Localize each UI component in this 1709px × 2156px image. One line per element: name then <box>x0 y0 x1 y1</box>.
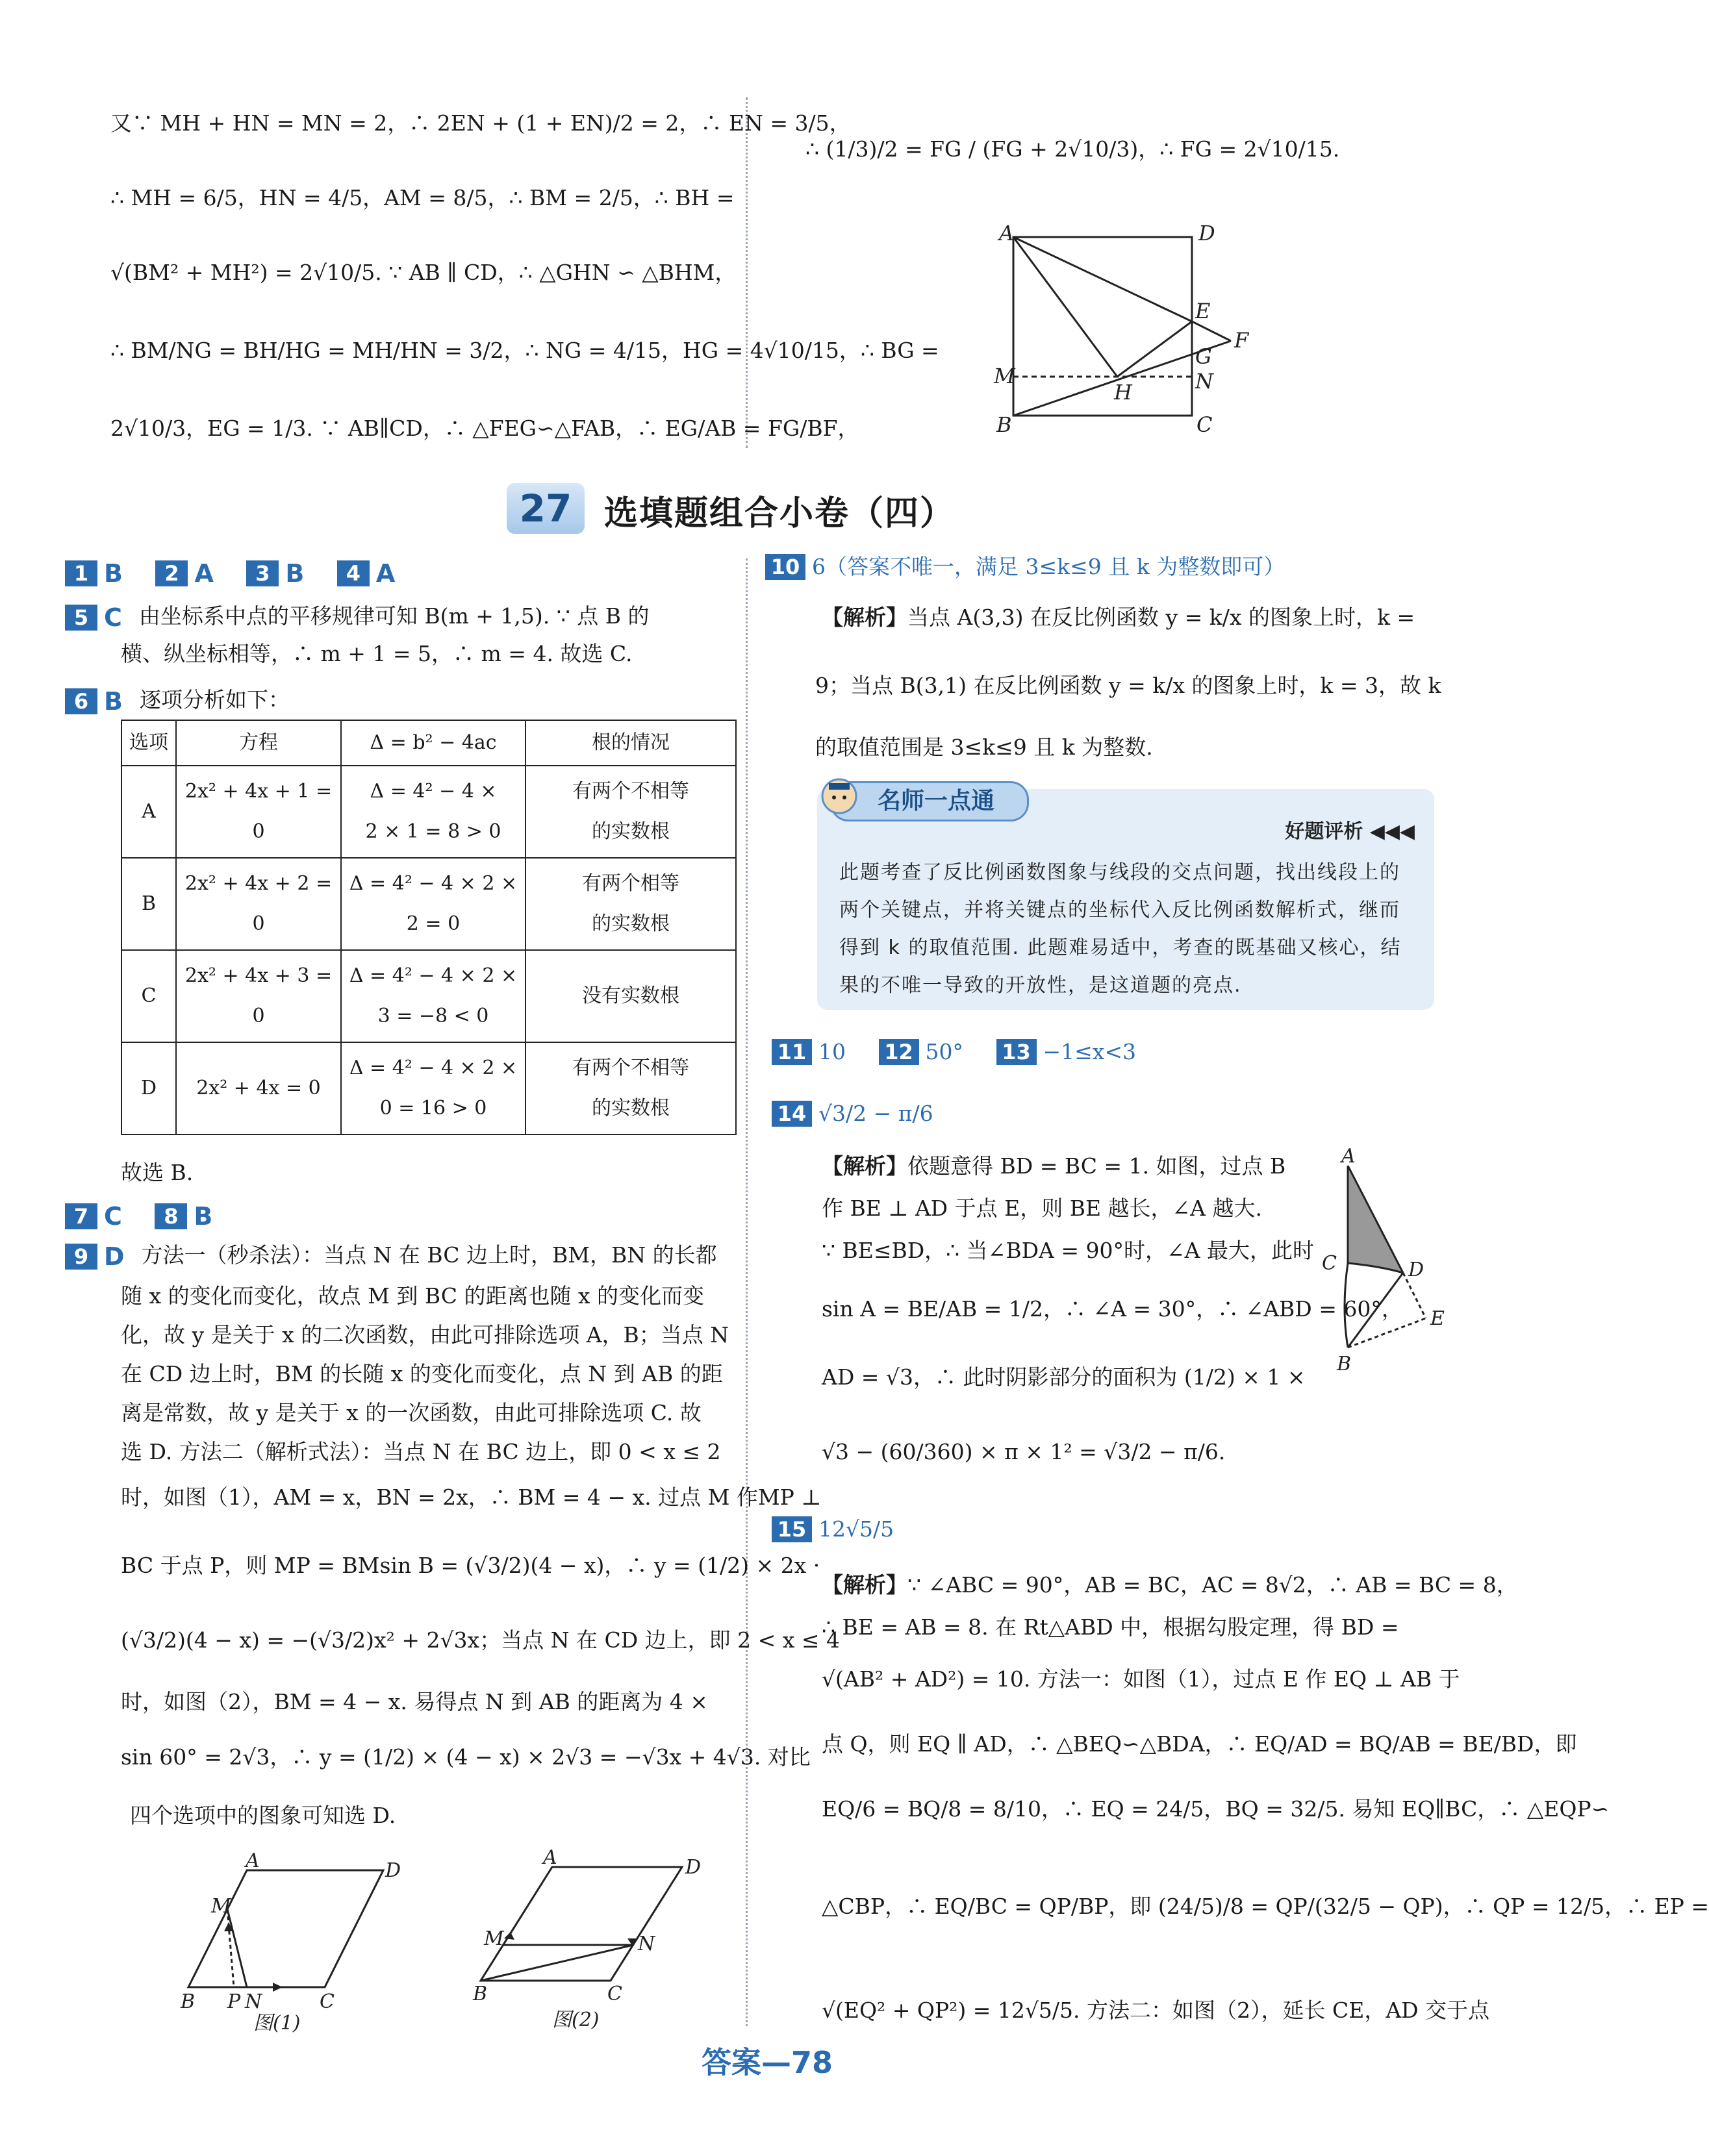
label-b: B <box>473 1983 488 2005</box>
label-a: A <box>1341 1145 1356 1168</box>
q14-text: 依题意得 BD = BC = 1. 如图，过点 B <box>907 1153 1286 1179</box>
question-number: 15 <box>772 1516 812 1542</box>
table-cell: D <box>121 1042 176 1134</box>
answer: B <box>104 687 123 716</box>
cell-line: 2 × 1 = 8 > 0 <box>365 820 501 843</box>
cell-line: 没有实数根 <box>582 984 679 1007</box>
q14-line: 作 BE ⊥ AD 于点 E，则 BE 越长，∠A 越大. <box>822 1196 1262 1221</box>
q15-line: √(EQ² + QP²) = 12√5/5. 方法二：如图（2），延长 CE，AD 交于点 <box>822 1998 1490 2023</box>
tip-box <box>817 789 1434 1010</box>
square-abcd <box>1013 237 1192 416</box>
question-number: 1 <box>65 560 97 586</box>
q9-line: 时，如图（2），BM = 4 − x. 易得点 N 到 AB 的距离为 4 × <box>121 1689 708 1714</box>
q9-line: 在 CD 边上时，BM 的长随 x 的变化而变化，点 N 到 AB 的距 <box>121 1361 723 1386</box>
arrow-head <box>273 1983 283 1992</box>
cell-line: 有两个不相等 <box>572 780 689 803</box>
cell-line: Δ = 4² − 4 × 2 × <box>349 872 518 895</box>
table-cell <box>341 1042 525 1134</box>
q15-line: △CBP，∴ EQ/BC = QP/BP，即 (24/5)/8 = QP/(32/5 − QP)，∴ QP = 12/5，∴ EP = <box>822 1894 1709 1919</box>
segment-ae <box>1013 237 1192 321</box>
answers-1-4 <box>65 557 421 588</box>
label-b: B <box>181 1990 196 2013</box>
cell-line: Δ = 4² − 4 × <box>370 780 497 803</box>
label-f: F <box>1234 328 1249 353</box>
table-cell <box>341 766 525 858</box>
label-a: A <box>543 1846 557 1869</box>
math-line: 2√10/3，EG = 1/3. ∵ AB∥CD，∴ △FEG∽△FAB，∴ EG/AB = FG/BF， <box>110 416 859 441</box>
label-e: E <box>1430 1307 1445 1330</box>
answer: B <box>285 559 305 588</box>
answers-7-8 <box>65 1200 238 1231</box>
question-number: 3 <box>246 560 279 586</box>
answer: −1≤x<3 <box>1043 1039 1137 1064</box>
tip-title: 名师一点通 <box>830 781 1029 821</box>
section-header <box>507 479 1039 538</box>
math-line: √(BM² + MH²) = 2√10/5. ∵ AB ∥ CD，∴ △GHN ∽ △BHM， <box>110 260 737 285</box>
label-h: H <box>1114 380 1132 405</box>
page-footer: 答案—78 <box>702 2045 833 2080</box>
q9-line: 选 D. 方法二（解析式法）：当点 N 在 BC 边上，即 0 < x ≤ 2 <box>121 1439 721 1464</box>
answer: B <box>194 1202 213 1231</box>
label-m: M <box>994 364 1015 388</box>
answer: C <box>104 1202 122 1231</box>
math-line: 又∵ MH + HN = MN = 2，∴ 2EN + (1 + EN)/2 = 2，∴ EN = 3/5， <box>110 110 851 136</box>
answer: 6（答案不唯一，满足 3≤k≤9 且 k 为整数即可） <box>812 554 1285 579</box>
answer: 50° <box>925 1039 963 1064</box>
analysis-label: 【解析】 <box>822 605 907 630</box>
section-number: 27 <box>507 483 585 534</box>
q5-line: 横、纵坐标相等，∴ m + 1 = 5，∴ m = 4. 故选 C. <box>121 641 633 666</box>
table-row <box>121 1042 736 1134</box>
table-cell <box>525 950 736 1042</box>
parallelogram-figure-1 <box>169 1844 429 2033</box>
table-row <box>121 950 736 1042</box>
segment-ah <box>1013 237 1117 377</box>
analysis-table <box>121 720 737 1135</box>
parallelogram-abcd-1 <box>188 1870 383 1987</box>
table-row <box>121 766 736 858</box>
answer: √3/2 − π/6 <box>818 1101 933 1126</box>
question-number: 4 <box>337 560 370 586</box>
label-c: C <box>1196 412 1213 437</box>
label-d: D <box>385 1859 401 1882</box>
table-cell: 2x² + 4x + 3 = 0 <box>176 950 341 1042</box>
table-cell <box>525 858 736 950</box>
label-p: P <box>227 1990 241 2013</box>
figure-caption: 图(2) <box>552 2009 600 2031</box>
label-e: E <box>1195 299 1211 323</box>
q14-line: ∵ BE≤BD，∴ 当∠BDA = 90°时，∠A 最大，此时 <box>822 1238 1314 1263</box>
label-d: D <box>685 1856 702 1879</box>
label-m: M <box>484 1927 504 1950</box>
question-number: 2 <box>155 560 188 586</box>
cell-line: Δ = 4² − 4 × 2 × <box>349 1057 518 1079</box>
label-a: A <box>999 221 1015 245</box>
table-cell <box>341 950 525 1042</box>
q5-line: 由坐标系中点的平移规律可知 B(m + 1,5). ∵ 点 B 的 <box>138 603 650 629</box>
q15-line: √(AB² + AD²) = 10. 方法一：如图（1），过点 E 作 EQ ⊥ AB 于 <box>822 1666 1460 1692</box>
question-number: 6 <box>65 688 97 714</box>
table-header: 选项 <box>121 720 176 766</box>
table-header: 根的情况 <box>525 720 736 766</box>
table-cell <box>525 1042 736 1134</box>
q14-line: sin A = BE/AB = 1/2，∴ ∠A = 30°，∴ ∠ABD = 60°， <box>822 1296 1403 1322</box>
analysis-label: 【解析】 <box>822 1572 907 1598</box>
q9-line: 随 x 的变化而变化，故点 M 到 BC 的距离也随 x 的变化而变 <box>121 1283 705 1309</box>
label-n: N <box>1195 369 1213 394</box>
q9-line: BC 于点 P，则 MP = BMsin B = (√3/2)(4 − x)，∴ y = (1/2) × 2x · <box>121 1553 820 1578</box>
q6-conclusion: 故选 B. <box>121 1160 194 1185</box>
label-b: B <box>1337 1353 1352 1375</box>
top-right-formula: ∴ (1/3)/2 = FG / (FG + 2√10/3)，∴ FG = 2√10/15. <box>805 136 1340 162</box>
label-c: C <box>320 1990 335 2013</box>
parallelogram-figure-2 <box>468 1841 728 2033</box>
arc-cb <box>1345 1263 1348 1348</box>
question-number: 8 <box>155 1203 187 1229</box>
answer: 10 <box>818 1039 846 1064</box>
math-line: ∴ MH = 6/5，HN = 4/5，AM = 8/5，∴ BM = 2/5，∴ BH = <box>110 185 735 210</box>
tip-text: 此题考查了反比例函数图象与线段的交点问题，找出线段上的两个关键点，并将关键点的坐标代入反比例函数解析式，继而得到 k 的取值范围. 此题难易适中，考查的既基础又核心，结果的不唯一导致的开放性，是这道题的亮点. <box>839 861 1402 997</box>
cell-line: 2 = 0 <box>406 912 461 935</box>
cell-line: 的实数根 <box>592 912 670 935</box>
table-cell: 2x² + 4x + 2 = 0 <box>176 858 341 950</box>
q15 <box>772 1513 920 1544</box>
label-c: C <box>607 1983 622 2005</box>
label-b: B <box>996 412 1012 437</box>
question-number: 9 <box>65 1244 97 1270</box>
table-cell: A <box>121 766 176 858</box>
square-figure <box>974 221 1260 442</box>
q9-line: 四个选项中的图象可知选 D. <box>130 1803 396 1828</box>
table-cell: C <box>121 950 176 1042</box>
q14-line: AD = √3，∴ 此时阴影部分的面积为 (1/2) × 1 × <box>822 1364 1306 1390</box>
tip-subtitle: 好题评析 ◀◀◀ <box>1285 820 1415 843</box>
question-number: 5 <box>65 605 97 631</box>
q15-text: ∵ ∠ABC = 90°，AB = BC，AC = 8√2，∴ AB = BC = 8， <box>907 1572 1518 1598</box>
table-cell <box>525 766 736 858</box>
q10-line: 的取值范围是 3≤k≤9 且 k 为整数. <box>815 734 1153 760</box>
cell-line: 的实数根 <box>592 1097 670 1120</box>
answer: B <box>104 559 123 588</box>
cell-line: 的实数根 <box>592 820 670 843</box>
q9 <box>65 1240 717 1272</box>
answer: 12√5/5 <box>818 1516 894 1542</box>
cell-line: 有两个不相等 <box>572 1057 689 1079</box>
q15-line: 点 Q，则 EQ ∥ AD，∴ △BEQ∽△BDA，∴ EQ/AD = BQ/AB = BE/BD，即 <box>822 1731 1577 1757</box>
cell-line: 有两个相等 <box>582 872 679 895</box>
column-divider-top <box>746 97 748 448</box>
cell-line: Δ = 4² − 4 × 2 × <box>349 964 518 987</box>
segment-bn-2 <box>481 1945 633 1981</box>
table-cell: B <box>121 858 176 950</box>
label-g: G <box>1195 344 1212 369</box>
table-cell <box>341 858 525 950</box>
segment-he <box>1117 321 1192 377</box>
q10-line: 9；当点 B(3,1) 在反比例函数 y = k/x 的图象上时，k = 3，故 k <box>815 673 1441 698</box>
math-line: ∴ BM/NG = BH/HG = MH/HN = 3/2，∴ NG = 4/15，HG = 4√10/15，∴ BG = <box>110 338 939 363</box>
label-c: C <box>1322 1252 1337 1275</box>
sector-figure <box>1319 1146 1462 1386</box>
table-header: Δ = b² − 4ac <box>341 720 525 766</box>
q9-line: 化，故 y 是关于 x 的二次函数，由此可排除选项 A，B；当点 N <box>121 1322 729 1348</box>
section-title: 选填题组合小卷（四） <box>604 494 956 533</box>
question-number: 10 <box>765 554 805 580</box>
q9-line: (√3/2)(4 − x) = −(√3/2)x² + 2√3x；当点 N 在 CD 边上，即 2 < x ≤ 4 <box>121 1627 841 1653</box>
q9-line: 离是常数，故 y 是关于 x 的一次函数，由此可排除选项 C. 故 <box>121 1400 702 1425</box>
table-cell: 2x² + 4x = 0 <box>176 1042 341 1134</box>
label-n: N <box>245 1990 262 2013</box>
q14-line: √3 − (60/360) × π × 1² = √3/2 − π/6. <box>822 1439 1226 1464</box>
q9-line: 方法一（秒杀法）：当点 N 在 BC 边上时，BM，BN 的长都 <box>141 1242 717 1268</box>
answer: D <box>104 1242 125 1271</box>
teacher-icon <box>820 777 859 816</box>
analysis-label: 【解析】 <box>822 1153 907 1179</box>
answer: A <box>194 559 214 588</box>
label-d: D <box>1198 221 1215 245</box>
q10-text: 当点 A(3,3) 在反比例函数 y = k/x 的图象上时，k = <box>907 605 1415 630</box>
q9-line: 时，如图（1），AM = x，BN = 2x，∴ BM = 4 − x. 过点 M 作MP ⊥ <box>121 1485 822 1510</box>
cell-line: 3 = −8 < 0 <box>377 1005 489 1027</box>
arrow-head <box>504 1932 514 1940</box>
q6 <box>65 685 290 716</box>
label-a: A <box>246 1849 260 1872</box>
q9-line: sin 60° = 2√3，∴ y = (1/2) × (4 − x) × 2√3 = −√3x + 4√3. 对比 <box>121 1744 811 1770</box>
q14-line <box>822 1153 1285 1180</box>
answer: A <box>375 559 396 588</box>
question-number: 13 <box>996 1039 1037 1065</box>
q10-line <box>822 604 1415 631</box>
column-divider <box>746 558 748 2026</box>
question-number: 11 <box>772 1039 812 1065</box>
question-number: 12 <box>879 1039 919 1065</box>
table-row <box>121 858 736 950</box>
q15-line: ∴ BE = AB = 8. 在 Rt△ABD 中，根据勾股定理，得 BD = <box>822 1614 1399 1640</box>
segment-ef <box>1192 321 1231 341</box>
q15-line <box>822 1572 1518 1599</box>
parallelogram-abcd-2 <box>481 1867 682 1981</box>
q5 <box>65 601 649 633</box>
answers-11-13 <box>772 1036 1162 1067</box>
cell-line: 0 = 16 > 0 <box>379 1097 487 1120</box>
q6-intro: 逐项分析如下： <box>139 687 290 712</box>
q14 <box>772 1097 959 1129</box>
table-cell: 2x² + 4x + 1 = 0 <box>176 766 341 858</box>
question-number: 14 <box>772 1101 812 1127</box>
label-n: N <box>638 1933 655 1955</box>
label-d: D <box>1408 1259 1424 1281</box>
question-number: 7 <box>65 1203 97 1229</box>
answer: C <box>104 603 122 632</box>
q15-line: EQ/6 = BQ/8 = 8/10，∴ EQ = 24/5，BQ = 32/5. 易知 EQ∥BC，∴ △EQP∽ <box>822 1796 1610 1822</box>
q10 <box>765 551 1311 582</box>
table-header: 方程 <box>176 720 341 766</box>
label-m: M <box>211 1895 231 1918</box>
figure-caption: 图(1) <box>253 2012 301 2035</box>
